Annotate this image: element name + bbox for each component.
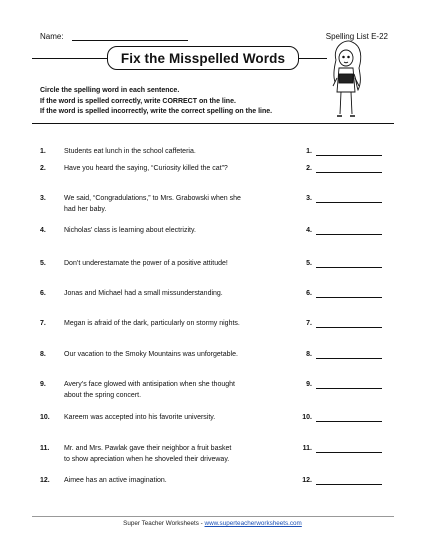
sentence-line: Jonas and Michael had a small missunderstanding. [64,290,223,297]
answer-number: 10. [302,414,312,421]
sentence-line: Don’t underestamate the power of a positive attitude! [64,260,228,267]
sentence-line: Our vacation to the Smoky Mountains was unforgetable. [64,351,238,358]
question-sentence [64,146,196,157]
instructions [40,86,272,118]
answer-number: 5. [306,260,312,267]
sentence-line: to show apreciation when he shoveled their driveway. [64,456,230,463]
question-number: 11. [40,445,50,452]
answer-line[interactable] [316,155,382,156]
title-rule-right [299,58,327,59]
sentence-line: about the spring concert. [64,392,142,399]
question-number: 8. [40,351,46,358]
question-sentence [64,475,167,486]
instruction-line: If the word is spelled incorrectly, write the correct spelling on the line. [40,108,273,115]
question-number: 3. [40,195,46,202]
footer [0,520,425,527]
question-sentence [64,349,238,360]
question-number: 12. [40,477,50,484]
instruction-line: If the word is spelled correctly, write CORRECT on the line. [40,97,236,105]
answer-number: 1. [306,148,312,155]
title-rule-left [32,58,107,59]
answer-number: 4. [306,227,312,234]
question-sentence [64,225,196,236]
question-sentence [64,288,223,299]
question-sentence [64,379,235,401]
answer-line[interactable] [316,202,382,203]
question-number: 5. [40,260,46,267]
question-number: 10. [40,414,50,421]
answer-number: 11. [302,445,312,452]
sentence-line: Avery’s face glowed with antisipation when she thought [64,381,235,388]
sentence-line: Kareem was accepted into his favorite university. [64,414,216,421]
answer-line[interactable] [316,388,382,389]
footer-link[interactable]: www.superteacherworksheets.com [204,520,302,527]
sentence-line: had her baby. [64,206,107,213]
name-label: Name: [40,32,64,41]
sentence-line: Aimee has an active imagination. [64,477,167,484]
answer-line[interactable] [316,267,382,268]
answer-number: 3. [306,195,312,202]
answer-number: 2. [306,165,312,172]
girl-mascot-icon [326,38,368,124]
answer-line[interactable] [316,421,382,422]
question-sentence [64,258,228,269]
footer-separator: - [200,520,203,527]
answer-line[interactable] [316,358,382,359]
answer-line[interactable] [316,297,382,298]
question-sentence [64,163,228,174]
footer-divider [32,516,394,517]
question-number: 4. [40,227,46,234]
answer-line[interactable] [316,234,382,235]
instruction-line: Circle the spelling word in each sentence. [40,87,180,94]
answer-number: 6. [306,290,312,297]
question-sentence [64,318,240,329]
sentence-line: Mr. and Mrs. Pawlak gave their neighbor a fruit basket [64,445,232,452]
answer-line[interactable] [316,452,382,453]
page-title: Fix the Misspelled Words [107,46,299,70]
answer-number: 12. [302,477,312,484]
answer-number: 8. [306,351,312,358]
question-sentence [64,443,231,465]
question-number: 9. [40,381,46,388]
spelling-list-id: Spelling List E-22 [325,32,388,41]
sentence-line: Students eat lunch in the school caffeteria. [64,148,196,155]
footer-brand: Super Teacher Worksheets [123,520,199,527]
answer-line[interactable] [316,172,382,173]
answer-line[interactable] [316,327,382,328]
answer-number: 9. [306,381,312,388]
question-number: 7. [40,320,46,327]
question-number: 1. [40,148,46,155]
question-number: 6. [40,290,46,297]
sentence-line: We said, “Congradulations,” to Mrs. Grabowski when she [64,195,241,202]
sentence-line: Megan is afraid of the dark, particularly on stormy nights. [64,320,240,327]
sentence-line: Have you heard the saying, “Curiosity killed the cat”? [64,165,228,172]
question-sentence [64,193,241,215]
answer-line[interactable] [316,484,382,485]
name-field[interactable] [72,40,188,41]
question-sentence [64,412,215,423]
instructions-divider [32,123,394,124]
answer-number: 7. [306,320,312,327]
sentence-line: Nicholas’ class is learning about electrizity. [64,227,196,234]
question-number: 2. [40,165,46,172]
